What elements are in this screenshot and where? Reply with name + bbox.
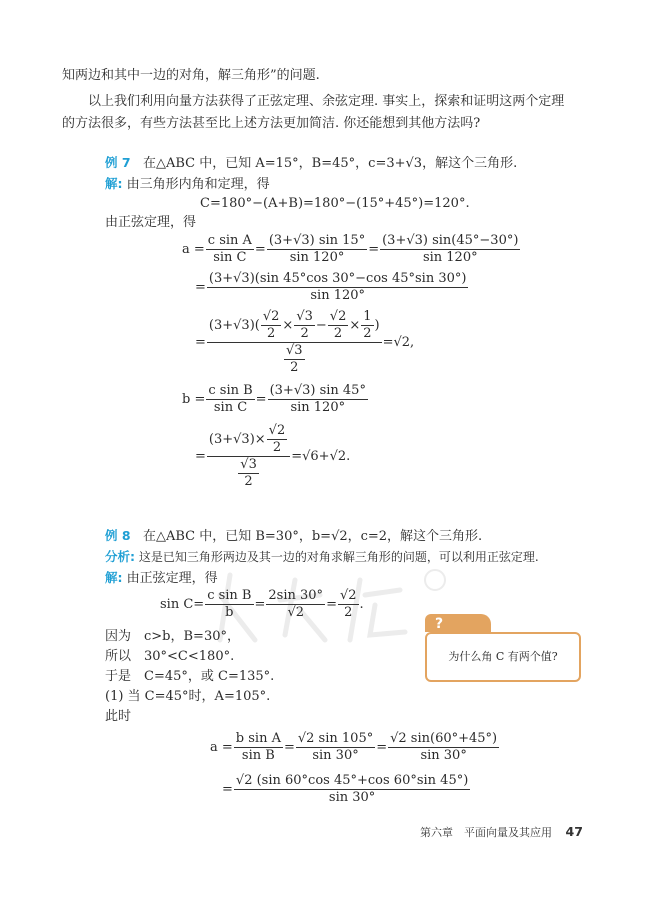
chapter-title: 第六章 平面向量及其应用 [420, 826, 552, 839]
callout-text: 为什么角 C 有两个值? [448, 650, 558, 663]
formula-a-line2 [195, 272, 469, 303]
formula-sinC [160, 589, 364, 620]
formula-text: √3 [240, 457, 257, 472]
numerator [205, 589, 253, 605]
denominator [265, 326, 277, 341]
example7-solution [105, 175, 270, 194]
formula-group [195, 272, 469, 303]
formula-text: sin 120° [310, 288, 366, 303]
formula-text: a = [210, 739, 233, 755]
formula-a8-line1 [210, 732, 500, 763]
formula-group [195, 310, 414, 375]
example8-heading [105, 527, 482, 546]
solution-label: 解: [105, 570, 123, 585]
therefore-line: 所以 30°<C<180°. [105, 649, 235, 664]
now-line: 此时 [105, 709, 132, 724]
formula-text: c sin B [208, 383, 253, 398]
formula-text: 2 [244, 474, 253, 489]
numerator [328, 310, 349, 326]
numerator [268, 384, 368, 400]
formula-text: =√6+√2. [291, 448, 351, 464]
formula-text: =√2, [382, 334, 415, 350]
formula-text: = [195, 448, 206, 464]
sine-rule-text: 由正弦定理，得 [105, 215, 197, 230]
formula-text: × [349, 317, 361, 333]
formula-text: sin 30° [328, 790, 376, 805]
example7-label: 例 7 [105, 155, 131, 170]
formula-group [209, 424, 288, 455]
formula-text: sin C [213, 250, 247, 265]
formula-text: sin C [213, 400, 248, 415]
denominator [285, 605, 306, 620]
formula-text: 2sin 30° [268, 588, 324, 603]
formula-text: √3 [296, 309, 313, 324]
denominator [281, 343, 308, 375]
formula-text: (3+√3) sin(45°−30°) [382, 233, 519, 248]
formula-group [182, 384, 369, 415]
formula-text: √2 [268, 423, 286, 438]
denominator [235, 457, 262, 489]
fraction [207, 272, 469, 303]
formula-text: (3+√3) sin 15° [268, 233, 366, 248]
numerator [388, 732, 499, 748]
formula-text: √3 [285, 343, 303, 358]
formula-text: sin 120° [289, 250, 345, 265]
denominator [342, 605, 354, 620]
question-icon: ? [425, 614, 491, 632]
analysis-label: 分析: [105, 549, 135, 564]
intro-paragraph-line1: 以上我们利用向量方法获得了正弦定理、余弦定理. 事实上，探索和证明这两个定理 [88, 94, 565, 109]
numerator [207, 272, 469, 288]
numerator [361, 310, 373, 326]
formula-text: √2 [329, 309, 347, 324]
formula-text: sin 120° [422, 250, 478, 265]
fraction [328, 310, 349, 341]
solution-label: 解: [105, 176, 123, 191]
numerator [207, 310, 382, 343]
fraction [361, 310, 373, 341]
formula-text: a = [182, 241, 205, 257]
fraction [205, 589, 253, 620]
numerator [234, 774, 470, 790]
formula-text: 2 [290, 360, 299, 375]
formula-a-line3 [195, 310, 414, 375]
formula-text: = [222, 781, 233, 797]
example8-statement: 在△ABC 中，已知 B=30°，b=√2，c=2，解这个三角形. [142, 529, 483, 544]
formula-text: (3+√3)(sin 45°cos 30°−cos 45°sin 30°) [208, 271, 467, 286]
formula-text: √2 sin 105° [297, 731, 374, 746]
formula-text: = [255, 391, 267, 407]
formula-text: = [326, 596, 337, 612]
numerator [284, 344, 305, 360]
fraction [207, 424, 290, 489]
formula-a8-line2 [222, 774, 471, 805]
formula-text: 2 [266, 326, 276, 341]
numerator [234, 732, 283, 748]
formula-a-line1 [182, 234, 521, 265]
formula-group [160, 589, 364, 620]
formula-text: = [283, 739, 295, 755]
denominator [298, 326, 310, 341]
denominator [242, 474, 254, 489]
equation-angle-C: C=180°−(A+B)=180°−(15°+45°)=120°. [200, 196, 470, 211]
formula-text: (3+√3)× [208, 431, 266, 447]
formula-group [209, 310, 380, 341]
numerator [261, 310, 282, 326]
formula-text: √2 [339, 588, 357, 603]
because-line: 因为 c>b，B=30°， [105, 629, 240, 644]
numerator [267, 234, 367, 250]
formula-text: sin 30° [312, 748, 359, 763]
denominator [327, 790, 377, 805]
formula-text: 1 [363, 309, 372, 324]
fraction [206, 234, 254, 265]
intro-paragraph-line2: 的方法很多，有些方法甚至比上述方法更加简洁. 你还能想到其他方法吗? [62, 116, 481, 131]
formula-group [237, 458, 260, 489]
page-number: 47 [565, 824, 583, 839]
numerator [267, 424, 288, 440]
fraction [207, 310, 382, 375]
formula-text: √2 (sin 60°cos 45°+cos 60°sin 45°) [235, 773, 469, 788]
fraction [234, 732, 283, 763]
denominator [240, 748, 277, 763]
formula-text: = [376, 739, 388, 755]
example7-statement: 在△ABC 中，已知 A=15°，B=45°，c=3+√3，解这个三角形. [142, 156, 518, 171]
formula-text: = [195, 279, 206, 295]
formula-group [222, 774, 471, 805]
formula-b-line1 [182, 384, 369, 415]
page-footer [420, 824, 583, 840]
formula-text: b [225, 605, 234, 620]
denominator [212, 400, 249, 415]
example7-heading [105, 154, 517, 173]
fraction [206, 384, 254, 415]
denominator [288, 400, 347, 415]
fraction [284, 344, 305, 375]
formula-group [195, 424, 350, 489]
formula-text: b = [182, 391, 206, 407]
formula-text: = [254, 596, 266, 612]
formula-text: = [195, 334, 206, 350]
denominator [332, 326, 344, 341]
numerator [296, 732, 375, 748]
formula-group [182, 234, 521, 265]
fraction [268, 384, 368, 415]
numerator [338, 589, 359, 605]
analysis-text: 这是已知三角形两边及其一边的对角求解三角形的问题，可以利用正弦定理. [138, 550, 539, 564]
formula-text: c sin B [207, 588, 252, 603]
denominator [361, 326, 373, 341]
denominator [308, 288, 367, 303]
fraction [388, 732, 499, 763]
formula-b-line2 [195, 424, 350, 489]
example8-solution [105, 569, 218, 588]
numerator [380, 234, 520, 250]
fraction [267, 234, 367, 265]
fraction [294, 310, 315, 341]
formula-text: 2 [363, 326, 372, 341]
formula-text: √2 sin(60°+45°) [390, 731, 498, 746]
formula-text: = [254, 241, 266, 257]
solution-text: 由三角形内角和定理，得 [126, 177, 270, 192]
numerator [206, 384, 254, 400]
fraction [267, 424, 288, 455]
numerator [207, 424, 290, 457]
formula-text: (3+√3)( [208, 317, 260, 333]
fraction [338, 589, 359, 620]
formula-text: (3+√3) sin 45° [269, 383, 366, 398]
thus-line: 于是 C=45°，或 C=135°. [105, 669, 275, 684]
fraction [234, 774, 470, 805]
formula-text: × [282, 317, 294, 333]
example8-label: 例 8 [105, 528, 131, 543]
numerator [266, 589, 325, 605]
formula-text: . [359, 596, 364, 612]
example8-analysis [105, 548, 539, 566]
numerator [294, 310, 315, 326]
formula-text: √2 [262, 309, 280, 324]
formula-text: sin 30° [420, 748, 467, 763]
formula-text: − [315, 317, 327, 333]
numerator [206, 234, 254, 250]
formula-text: b sin A [235, 731, 281, 746]
formula-text: 2 [272, 440, 282, 455]
intro-line: 知两边和其中一边的对角，解三角形”的问题. [62, 68, 320, 83]
denominator [310, 748, 360, 763]
formula-text: ) [374, 317, 380, 333]
formula-text: 2 [300, 326, 309, 341]
formula-text: 2 [333, 326, 343, 341]
formula-text: 2 [344, 605, 353, 620]
denominator [288, 360, 300, 375]
formula-text: sin 120° [290, 400, 346, 415]
formula-text: sin B [241, 748, 275, 763]
fraction [380, 234, 520, 265]
fraction [296, 732, 375, 763]
formula-text: √2 [287, 605, 305, 620]
fraction [266, 589, 325, 620]
fraction [238, 458, 259, 489]
formula-text: sin C= [160, 596, 205, 612]
callout-box [425, 632, 581, 682]
denominator [223, 605, 235, 620]
denominator [271, 440, 283, 455]
numerator [238, 458, 259, 474]
formula-group [283, 344, 306, 375]
formula-text: c sin A [207, 233, 252, 248]
formula-text: = [368, 241, 380, 257]
denominator [421, 250, 480, 265]
denominator [288, 250, 347, 265]
solution-text: 由正弦定理，得 [126, 571, 218, 586]
denominator [211, 250, 248, 265]
fraction [261, 310, 282, 341]
denominator [418, 748, 468, 763]
formula-group [210, 732, 500, 763]
case1-line: (1) 当 C=45°时，A=105°. [105, 689, 271, 704]
